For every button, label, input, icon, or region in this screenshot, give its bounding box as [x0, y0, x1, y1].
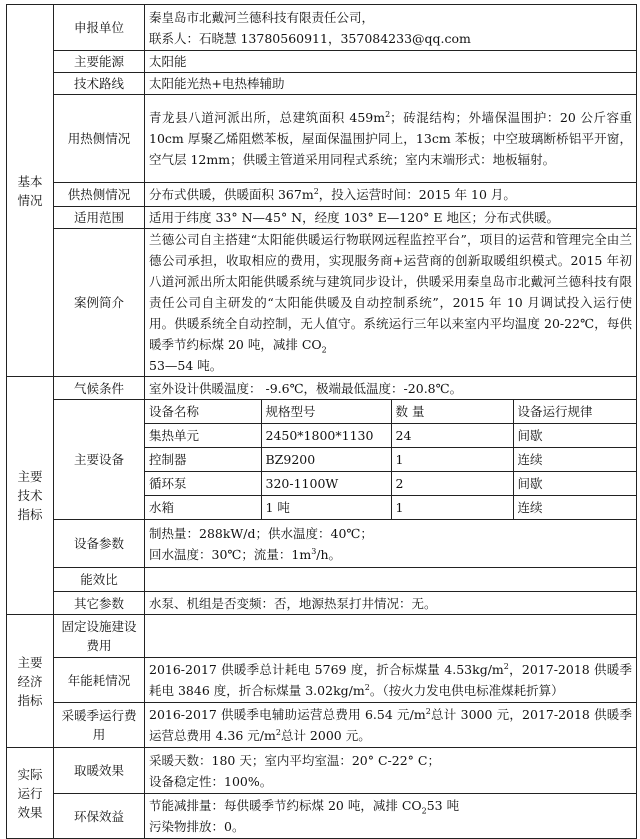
supply-side-text-a: 分布式供暖，供暖面积 367m: [149, 187, 314, 202]
section-econ: [7, 615, 54, 748]
label-intro: 案例简介: [54, 229, 145, 377]
equipment-model: 320-1100W: [261, 472, 391, 496]
label-fixed-cost: 固定设施建设费用: [54, 615, 145, 658]
section-actual: [7, 748, 54, 839]
applicant-name: 秦皇岛市北戴河兰德科技有限责任公司，: [149, 9, 375, 25]
supply-side-unit-sup: 2: [313, 186, 319, 196]
label-equipment: 主要设备: [54, 400, 145, 520]
equipment-row: [145, 424, 637, 448]
equipment-cell: [145, 400, 637, 520]
heating-days-line: 采暖天数：180 天；室内平均室温：20° C-22° C；: [149, 752, 440, 768]
case-info-table: [6, 4, 637, 839]
equipment-qty: 24: [391, 424, 513, 448]
equipment-name: 水箱: [145, 496, 261, 520]
equipment-model: BZ9200: [261, 448, 391, 472]
running-cost-text-c: 总计 2000 元。: [280, 728, 371, 743]
label-energy: 主要能源: [54, 51, 145, 73]
energy-saving-co2-sub: 2: [421, 806, 427, 816]
supply-side-text-b: ，投入运营时间：2015 年 10 月。: [318, 187, 516, 202]
value-route: 太阳能光热+电热棒辅助: [145, 73, 637, 95]
params-flow-unit: /h。: [316, 546, 342, 562]
intro-co2-sub: 2: [321, 345, 327, 355]
value-user-side: [145, 95, 637, 183]
value-efficiency: [145, 568, 637, 592]
running-cost-sup-b: 2: [275, 727, 281, 737]
params-line-2: [149, 544, 632, 565]
intro-text-b: 53—54 吨。: [149, 358, 223, 373]
label-other: 其它参数: [54, 592, 145, 615]
label-user-side: 用热侧情况: [54, 95, 145, 183]
equipment-header-name: 设备名称: [145, 400, 261, 424]
equipment-row: [145, 472, 637, 496]
params-flow-text: 回水温度：30℃；流量：1m: [149, 546, 312, 562]
equipment-row: [145, 496, 637, 520]
label-supply-side: 供热侧情况: [54, 183, 145, 207]
equipment-model: 1 吨: [261, 496, 391, 520]
equipment-pattern: 间歇: [513, 424, 637, 448]
energy-saving-amount: 53 吨: [426, 798, 460, 813]
params-flow-sup: 3: [311, 546, 317, 556]
equipment-qty: 1: [391, 496, 513, 520]
equipment-name: 循环泵: [145, 472, 261, 496]
label-env-benefit: 环保效益: [54, 794, 145, 839]
running-cost-sup-a: 2: [425, 706, 431, 716]
equipment-row: [145, 448, 637, 472]
applicant-contact: 联系人：石晓慧 13780560911，357084233@qq.com: [149, 30, 471, 46]
equipment-table: [145, 400, 637, 519]
label-annual-energy: 年能耗情况: [54, 658, 145, 703]
equipment-name: 集热单元: [145, 424, 261, 448]
annual-energy-text-a: 2016-2017 供暖季总计耗电 5769 度，折合标煤量 4.53kg/m: [149, 662, 504, 677]
running-cost-text-b: 总计 3000 元，2017-2018 供暖季运营总费用 4.36 元/m: [149, 707, 632, 743]
section-basic-label: 基本情况: [17, 173, 43, 208]
equipment-header-model: 规格型号: [261, 400, 391, 424]
annual-energy-text-c: 。（按火力发电供电标准煤耗折算）: [369, 683, 564, 698]
section-tech-label: 主要技术指标: [17, 469, 43, 522]
section-tech: [7, 377, 54, 615]
value-other: 水泵、机组是否变频：否，地源热泵打井情况：无。: [145, 592, 637, 615]
user-side-text-a: 青龙县八道河派出所，总建筑面积 459m: [149, 110, 386, 125]
stability-line: 设备稳定性：100%。: [149, 773, 273, 789]
user-side-unit-sup: 2: [385, 109, 391, 119]
label-heating-effect: 取暖效果: [54, 748, 145, 794]
annual-energy-sup-b: 2: [364, 682, 370, 692]
section-actual-label: 实际运行效果: [17, 766, 43, 820]
annual-energy-sup-a: 2: [503, 661, 509, 671]
equipment-model: 2450*1800*1130: [261, 424, 391, 448]
running-cost-text-a: 2016-2017 供暖季电辅助运营总费用 6.54 元/m: [149, 707, 426, 722]
value-running-cost: [145, 703, 637, 748]
label-running-cost: 采暖季运行费用: [54, 703, 145, 748]
label-applicant: 申报单位: [54, 5, 145, 51]
label-climate: 气候条件: [54, 377, 145, 400]
value-env-benefit: [145, 794, 637, 839]
value-heating-effect: [145, 748, 637, 794]
user-side-text-b: ；砖混结构；外墙保温围护：20 公斤容重 10cm 厚聚乙烯阻燃苯板，屋面保温围护同上，13cm 苯板；中空玻璃断桥铝平开窗，空气层 12mm；供暖主管道采用同程式系统；室内末端形式：地板辐射。: [149, 110, 632, 167]
value-climate: 室外设计供暖温度： -9.6℃，极端最低温度：-20.8℃。: [145, 377, 637, 400]
equipment-header-pattern: 设备运行规律: [513, 400, 637, 424]
equipment-pattern: 间歇: [513, 472, 637, 496]
equipment-pattern: 连续: [513, 448, 637, 472]
value-supply-side: [145, 183, 637, 207]
value-fixed-cost: [145, 615, 637, 658]
value-annual-energy: [145, 658, 637, 703]
section-econ-label: 主要经济指标: [17, 654, 43, 708]
equipment-qty: 2: [391, 472, 513, 496]
value-intro: [145, 229, 637, 377]
section-basic: [7, 5, 54, 377]
value-params: [145, 520, 637, 568]
value-applicant: [145, 5, 637, 51]
equipment-qty: 1: [391, 448, 513, 472]
energy-saving-text: 节能减排量：每供暖季节约标煤 20 吨，减排 CO: [149, 798, 422, 813]
energy-saving-line: [149, 795, 632, 816]
value-scope: 适用于纬度 33° N—45° N，经度 103° E—120° E 地区；分布式供暖。: [145, 207, 637, 229]
label-efficiency: 能效比: [54, 568, 145, 592]
equipment-pattern: 连续: [513, 496, 637, 520]
equipment-name: 控制器: [145, 448, 261, 472]
label-params: 设备参数: [54, 520, 145, 568]
value-energy: 太阳能: [145, 51, 637, 73]
label-route: 技术路线: [54, 73, 145, 95]
params-line-1: 制热量：288kW/d；供水温度：40℃；: [149, 525, 373, 541]
equipment-header-qty: 数 量: [391, 400, 513, 424]
equipment-header-row: [145, 400, 637, 424]
annual-energy-text-b: ，2017-2018 供暖季耗电 3846 度，折合标煤量 3.02kg/m: [149, 662, 632, 698]
label-scope: 适用范围: [54, 207, 145, 229]
pollution-line: 污染物排放：0。: [149, 819, 245, 834]
intro-text-a: 兰德公司自主搭建“太阳能供暖运行物联网远程监控平台”，项目的运营和管理完全由兰德公司承担，收取相应的费用，实现服务商+运营商的创新取暖组织模式。2015 年初八道河派出所太阳能供暖系统与建筑同步设计，供暖采用秦皇岛市北戴河兰德科技有限责任公司自主研发的“太阳能供暖及自动控制系统”，2015 年 10 月调试投入运行使用。供暖系统全自动控制，无人值守。系统运行三年以来室内平均温度 20-22℃，每供暖季节约标煤 20 吨，减排 CO: [149, 232, 632, 352]
case-info-sheet: [6, 4, 636, 839]
